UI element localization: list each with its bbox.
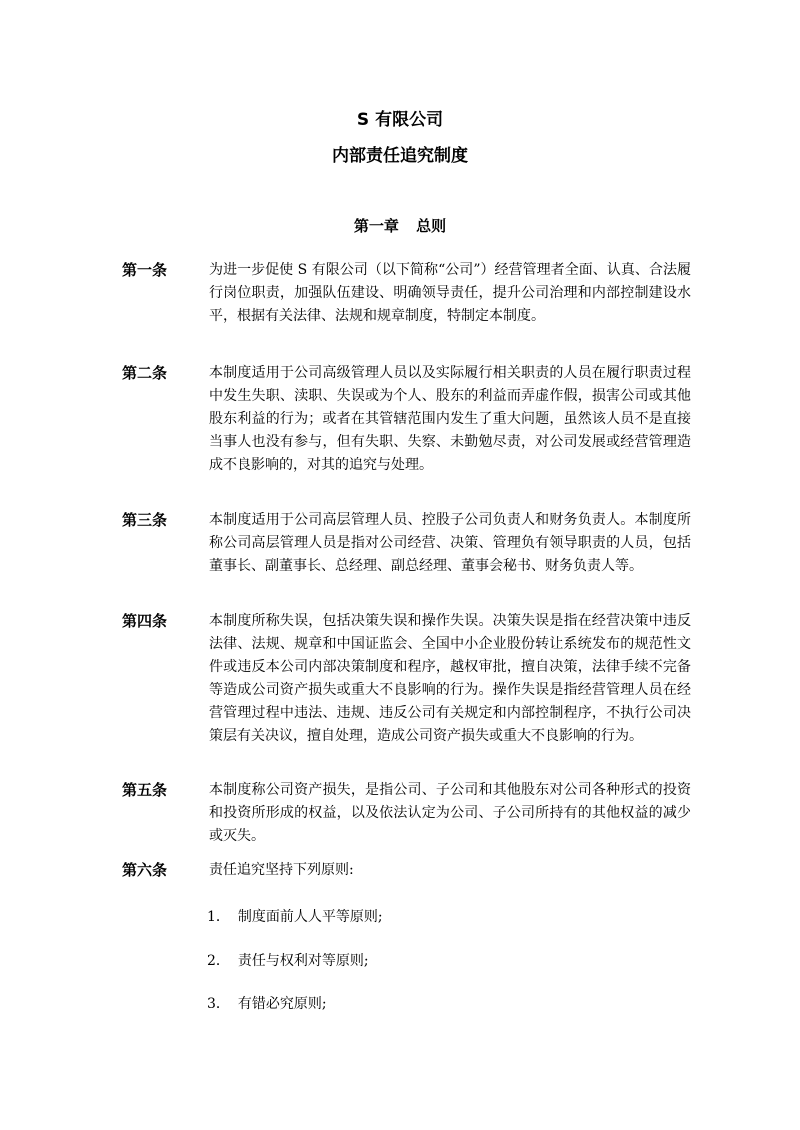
principle-text: 责任与权利对等原则; bbox=[237, 953, 369, 969]
article-text: 本制度称公司资产损失，是指公司、子公司和其他股东对公司各种形式的投资和投资所形成的权益，以及依法认定为公司、子公司所持有的其他权益的减少或灭失。 bbox=[209, 782, 691, 844]
company-title: S 有限公司 bbox=[356, 110, 444, 130]
principle-item-3 bbox=[207, 993, 687, 1015]
article-label: 第四条 bbox=[122, 612, 168, 630]
principle-number: 2． bbox=[207, 953, 230, 969]
principle-item-1 bbox=[207, 906, 687, 928]
principle-number: 1． bbox=[207, 909, 230, 925]
article-label: 第二条 bbox=[122, 364, 168, 382]
article-text: 责任追究坚持下列原则: bbox=[209, 862, 354, 878]
article-text: 本制度适用于公司高级管理人员以及实际履行相关职责的人员在履行职责过程中发生失职、渎职、失误或为个人、股东的利益而弄虚作假，损害公司或其他股东利益的行为；或者在其管辖范围内发生了重大问题，虽然该人员不是直接当事人也没有参与，但有失职、失察、未勤勉尽责，对公司发展或经营管理造成不良影响的，对其的追究与处理。 bbox=[209, 365, 691, 473]
article-text: 本制度所称失误，包括决策失误和操作失误。决策失误是指在经营决策中违反法律、法规、规章和中国证监会、全国中小企业股份转让系统发布的规范性文件或违反本公司内部决策制度和程序，越权审批，擅自决策，法律手续不完备等造成公司资产损失或重大不良影响的行为。操作失误是指经营管理人员在经营管理过程中违法、违规、违反公司有关规定和内部控制程序，不执行公司决策层有关决议，擅自处理，造成公司资产损失或重大不良影响的行为。 bbox=[209, 613, 691, 744]
article-label: 第五条 bbox=[122, 781, 168, 799]
chapter-heading: 第一章 总则 bbox=[353, 217, 447, 235]
principle-text: 制度面前人人平等原则; bbox=[237, 909, 383, 925]
article-text: 为进一步促使 S 有限公司（以下简称“公司”）经营管理者全面、认真、合法履行岗位职责，加强队伍建设、明确领导责任，提升公司治理和内部控制建设水平，根据有关法律、法规和规章制度，特制定本制度。 bbox=[209, 262, 691, 324]
article-label: 第六条 bbox=[122, 861, 168, 879]
principle-number: 3． bbox=[207, 996, 230, 1012]
article-text: 本制度适用于公司高层管理人员、控股子公司负责人和财务负责人。本制度所称公司高层管理人员是指对公司经营、决策、管理负有领导职责的人员，包括董事长、副董事长、总经理、副总经理、董事会秘书、财务负责人等。 bbox=[209, 512, 691, 574]
article-label: 第一条 bbox=[122, 261, 168, 279]
principle-item-2 bbox=[207, 950, 687, 972]
article-label: 第三条 bbox=[122, 511, 168, 529]
policy-title: 内部责任追究制度 bbox=[332, 146, 468, 166]
principle-text: 有错必究原则; bbox=[237, 996, 327, 1012]
